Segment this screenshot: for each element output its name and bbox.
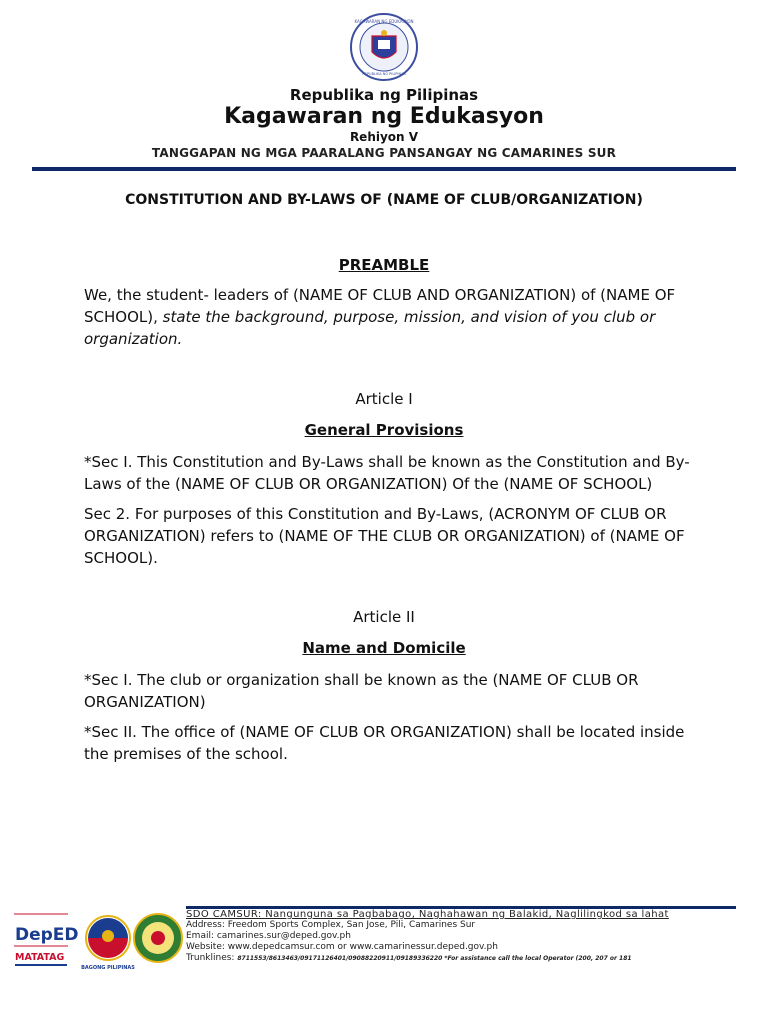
article-2-heading: Name and Domicile	[302, 639, 466, 657]
header-divider	[32, 167, 736, 171]
document-title: CONSTITUTION AND BY-LAWS OF (NAME OF CLUB/ORGANIZATION)	[125, 192, 643, 208]
sdo-camsur-seal	[134, 914, 182, 962]
footer-email[interactable]: Email: camarines.sur@deped.gov.ph	[186, 931, 351, 941]
footer-motto: SDO CAMSUR: Nangunguna sa Pagbabago, Naghahawan ng Balakid, Naglilingkod sa lahat	[186, 909, 669, 920]
bagong-pilipinas-text: BAGONG PILIPINAS	[81, 965, 135, 971]
article-2-section-2: *Sec II. The office of (NAME OF CLUB OR ORGANIZATION) shall be located inside the premises of the school.	[84, 723, 685, 763]
trunklines-numbers: 8711553/8613463/09171126401/09088220911/09189336220 *For assistance call the local Operator (200, 207 or 181	[237, 955, 632, 962]
seal-text-top: KAGAWARAN NG EDUKASYON	[354, 19, 414, 24]
region-heading: Rehiyon V	[349, 130, 419, 144]
preamble-paragraph	[84, 284, 694, 350]
footer-contact-block	[186, 909, 706, 964]
matatag-text: MATATAG	[15, 952, 65, 963]
kagawaran-heading: Kagawaran ng Edukasyon	[224, 104, 544, 129]
article-2-label: Article II	[353, 608, 415, 626]
bagong-pilipinas-logo	[81, 916, 135, 971]
footer-website[interactable]: Website: www.depedcamsur.com or www.camarinessur.deped.gov.ph	[186, 942, 498, 952]
preamble-heading: PREAMBLE	[338, 256, 430, 274]
seal-text-bottom: REPUBLIKA NG PILIPINAS	[362, 72, 406, 76]
article-1-heading: General Provisions	[304, 421, 464, 439]
article-1-label: Article I	[355, 390, 413, 408]
footer-logos	[12, 910, 184, 972]
footer-address: Address: Freedom Sports Complex, San Jose, Pili, Camarines Sur	[186, 920, 476, 930]
deped-logo-text: DepED	[15, 925, 79, 945]
trunklines-label: Trunklines:	[186, 953, 235, 963]
deped-matatag-logo	[14, 914, 79, 966]
division-office-heading: TANGGAPAN NG MGA PAARALANG PANSANGAY NG CAMARINES SUR	[151, 146, 617, 160]
preamble-text: We, the student- leaders of (NAME OF CLUB AND ORGANIZATION) of (NAME OF SCHOOL),	[84, 286, 676, 326]
deped-seal-logo	[349, 12, 419, 82]
article-1-section-1: *Sec I. This Constitution and By-Laws shall be known as the Constitution and By-Laws of the (NAME OF CLUB OR ORGANIZATION) Of the (NAME OF SCHOOL)	[84, 453, 690, 493]
article-2-section-1: *Sec I. The club or organization shall be known as the (NAME OF CLUB OR ORGANIZATION)	[84, 671, 639, 711]
footer-trunklines	[186, 953, 706, 964]
republika-heading: Republika ng Pilipinas	[289, 86, 479, 104]
article-1-section-2: Sec 2. For purposes of this Constitution and By-Laws, (ACRONYM OF CLUB OR ORGANIZATION) refers to (NAME OF THE CLUB OR ORGANIZATION) of (NAME OF SCHOOL).	[84, 505, 685, 567]
preamble-italic-text: state the background, purpose, mission, and vision of you club or organization.	[84, 308, 656, 348]
